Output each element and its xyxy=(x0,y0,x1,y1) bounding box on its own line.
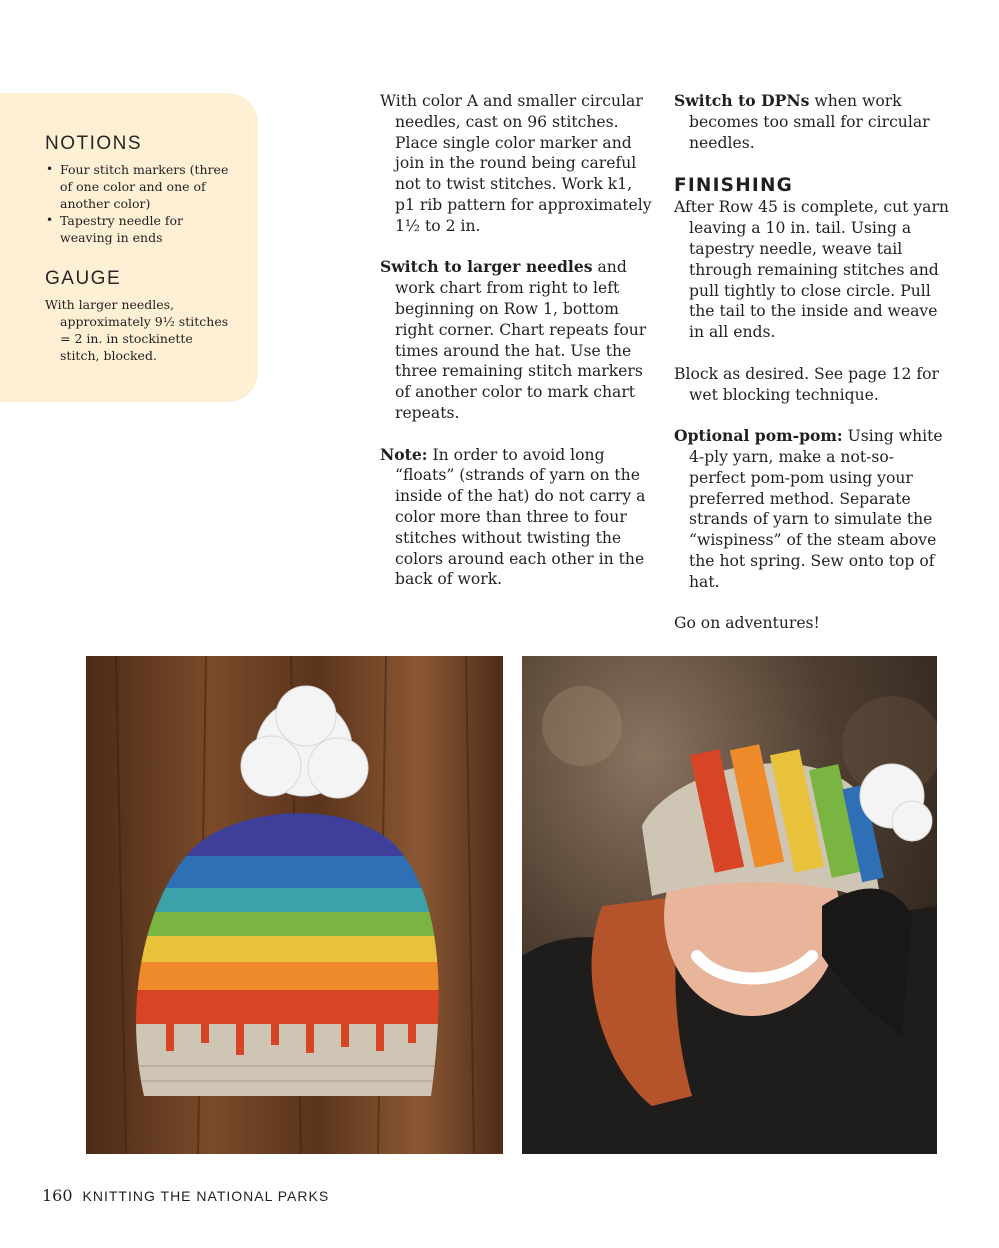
switch-needles-lead: Switch to larger needles xyxy=(380,257,593,277)
model-wearing-hat-photo xyxy=(522,656,937,1154)
closing-line: Go on adventures! xyxy=(674,614,820,633)
notions-list xyxy=(45,161,234,246)
dpns-text: when work becomes too small for circular needles. xyxy=(689,92,930,152)
page-number: 160 xyxy=(42,1186,73,1205)
page-footer xyxy=(42,1186,329,1205)
note-text: In order to avoid long “floats” (strands of yarn on the inside of the hat) do not carry a color more than three to four stitches without twisting the colors around each other in the back of work. xyxy=(395,445,646,589)
finishing-heading: FINISHING xyxy=(674,175,794,197)
gauge-heading: GAUGE xyxy=(45,268,122,289)
running-title: KNITTING THE NATIONAL PARKS xyxy=(82,1188,330,1204)
cast-on-paragraph: With color A and smaller circular needles, cast on 96 stitches. Place single color marker and join in the round being careful not to twist stitches. Work k1, p1 rib pattern for approximately 1½ to 2 in. xyxy=(380,92,652,235)
instructions-column-middle xyxy=(380,91,652,611)
note-lead: Note: xyxy=(380,444,428,464)
pompom-paragraph xyxy=(674,426,949,592)
notions-gauge-sidebar xyxy=(0,93,258,402)
dpns-lead: Switch to DPNs xyxy=(674,91,810,110)
pompom-lead: Optional pom-pom: xyxy=(674,426,843,446)
gauge-text: With larger needles, approximately 9½ stitches = 2 in. in stockinette stitch, blocked. xyxy=(45,297,229,363)
dpns-paragraph xyxy=(674,91,949,153)
notions-item: • Tapestry needle for weaving in ends xyxy=(45,212,234,246)
switch-needles-paragraph xyxy=(380,257,652,423)
notions-heading: NOTIONS xyxy=(45,133,143,154)
hat-flatlay-photo xyxy=(86,656,503,1154)
pompom-text: Using white 4-ply yarn, make a not-so-perfect pom-pom using your preferred method. Separate strands of yarn to simulate the “wispiness” of the steam above the hot spring. Sew onto top of hat. xyxy=(689,427,943,591)
instructions-column-right xyxy=(674,91,949,655)
notions-item: • Four stitch markers (three of one color and one of another color) xyxy=(45,161,234,212)
note-paragraph xyxy=(380,445,652,591)
finishing-paragraph: After Row 45 is complete, cut yarn leaving a 10 in. tail. Using a tapestry needle, weave tail through remaining stitches and pull tightly to close circle. Pull the tail to the inside and weave in all ends. xyxy=(674,198,949,342)
blocking-paragraph: Block as desired. See page 12 for wet blocking technique. xyxy=(674,364,939,404)
switch-needles-text: and work chart from right to left beginning on Row 1, bottom right corner. Chart repeats four times around the hat. Use the three remaining stitch markers of another color to mark chart repeats. xyxy=(395,258,647,422)
